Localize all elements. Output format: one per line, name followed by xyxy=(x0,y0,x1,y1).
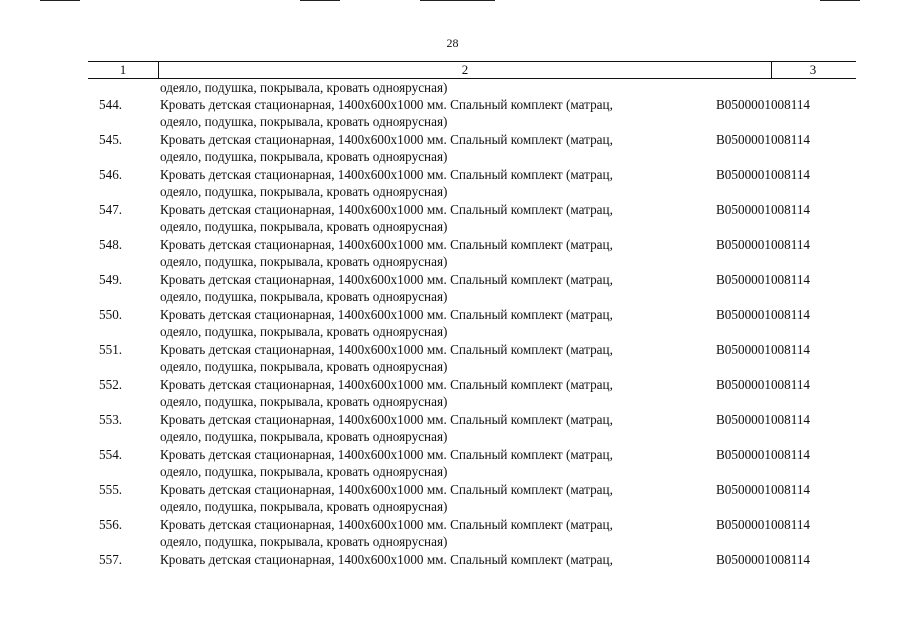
row-number: 552. xyxy=(99,377,123,392)
row-code: B0500001008114 xyxy=(716,167,811,182)
table-row xyxy=(88,551,856,586)
scan-edge-mark xyxy=(300,0,340,1)
row-number: 550. xyxy=(99,307,123,322)
continued-description: одеяло, подушка, покрывала, кровать одноярусная) xyxy=(160,80,448,95)
description-line-1: Кровать детская стационарная, 1400x600x1000 мм. Спальный комплект (матрац, xyxy=(160,447,613,462)
description-line-2: одеяло, подушка, покрывала, кровать одноярусная) xyxy=(160,464,448,479)
row-code: B0500001008114 xyxy=(716,517,811,532)
row-description xyxy=(160,481,700,515)
table-row xyxy=(88,341,856,376)
description-line-2: одеяло, подушка, покрывала, кровать одноярусная) xyxy=(160,184,448,199)
row-number: 546. xyxy=(99,167,123,182)
description-line-2: одеяло, подушка, покрывала, кровать одноярусная) xyxy=(160,499,448,514)
table-row xyxy=(88,166,856,201)
description-line-1: Кровать детская стационарная, 1400x600x1000 мм. Спальный комплект (матрац, xyxy=(160,202,613,217)
row-number: 549. xyxy=(99,272,123,287)
scan-edge-mark xyxy=(40,0,80,1)
description-line-2: одеяло, подушка, покрывала, кровать одноярусная) xyxy=(160,149,448,164)
row-code: B0500001008114 xyxy=(716,202,811,217)
table-row xyxy=(88,236,856,271)
row-description xyxy=(160,411,700,445)
row-description xyxy=(160,341,700,375)
table-row xyxy=(88,481,856,516)
row-description xyxy=(160,131,700,165)
description-line-2: одеяло, подушка, покрывала, кровать одноярусная) xyxy=(160,289,448,304)
row-number: 551. xyxy=(99,342,123,357)
header-col-3: 3 xyxy=(809,62,817,77)
description-line-1: Кровать детская стационарная, 1400x600x1000 мм. Спальный комплект (матрац, xyxy=(160,482,613,497)
header-col-2: 2 xyxy=(158,62,772,78)
row-description xyxy=(160,271,700,305)
row-code: B0500001008114 xyxy=(716,447,811,462)
description-line-2: одеяло, подушка, покрывала, кровать одноярусная) xyxy=(160,359,448,374)
row-number: 545. xyxy=(99,132,123,147)
header-col-1: 1 xyxy=(119,62,127,77)
description-line-1: Кровать детская стационарная, 1400x600x1000 мм. Спальный комплект (матрац, xyxy=(160,97,613,112)
description-line-1: Кровать детская стационарная, 1400x600x1000 мм. Спальный комплект (матрац, xyxy=(160,377,613,392)
row-code: B0500001008114 xyxy=(716,552,811,567)
row-code: B0500001008114 xyxy=(716,272,811,287)
row-number: 544. xyxy=(99,97,123,112)
row-number: 557. xyxy=(99,552,123,567)
table-header xyxy=(88,61,856,79)
description-line-1: Кровать детская стационарная, 1400x600x1000 мм. Спальный комплект (матрац, xyxy=(160,412,613,427)
row-code: B0500001008114 xyxy=(716,307,811,322)
table-row xyxy=(88,516,856,551)
row-code: B0500001008114 xyxy=(716,132,811,147)
scan-edge-mark xyxy=(420,0,495,1)
table-row xyxy=(88,96,856,131)
description-line-2: одеяло, подушка, покрывала, кровать одноярусная) xyxy=(160,114,448,129)
row-code: B0500001008114 xyxy=(716,482,811,497)
table-row xyxy=(88,411,856,446)
description-line-1: Кровать детская стационарная, 1400x600x1000 мм. Спальный комплект (матрац, xyxy=(160,237,613,252)
description-line-2: одеяло, подушка, покрывала, кровать одноярусная) xyxy=(160,219,448,234)
row-code: B0500001008114 xyxy=(716,97,811,112)
page-number: 28 xyxy=(446,36,459,50)
table-row xyxy=(88,271,856,306)
row-number: 555. xyxy=(99,482,123,497)
table-row xyxy=(88,446,856,481)
description-line-1: Кровать детская стационарная, 1400x600x1000 мм. Спальный комплект (матрац, xyxy=(160,132,613,147)
description-line-2: одеяло, подушка, покрывала, кровать одноярусная) xyxy=(160,394,448,409)
description-line-1: Кровать детская стационарная, 1400x600x1000 мм. Спальный комплект (матрац, xyxy=(160,272,613,287)
row-number: 548. xyxy=(99,237,123,252)
table-row xyxy=(88,306,856,341)
row-description xyxy=(160,236,700,270)
description-line-2: одеяло, подушка, покрывала, кровать одноярусная) xyxy=(160,534,448,549)
row-number: 556. xyxy=(99,517,123,532)
description-line-2: одеяло, подушка, покрывала, кровать одноярусная) xyxy=(160,429,448,444)
table-row xyxy=(88,376,856,411)
table-row xyxy=(88,131,856,166)
row-code: B0500001008114 xyxy=(716,237,811,252)
table-body xyxy=(88,96,856,586)
description-line-2: одеяло, подушка, покрывала, кровать одноярусная) xyxy=(160,254,448,269)
row-description xyxy=(160,376,700,410)
row-description xyxy=(160,516,700,550)
description-line-1: Кровать детская стационарная, 1400x600x1000 мм. Спальный комплект (матрац, xyxy=(160,307,613,322)
table-row xyxy=(88,201,856,236)
row-description xyxy=(160,551,700,568)
row-description xyxy=(160,201,700,235)
row-code: B0500001008114 xyxy=(716,377,811,392)
scan-edge-mark xyxy=(820,0,860,1)
row-number: 554. xyxy=(99,447,123,462)
description-line-1: Кровать детская стационарная, 1400x600x1000 мм. Спальный комплект (матрац, xyxy=(160,517,613,532)
description-line-1: Кровать детская стационарная, 1400x600x1000 мм. Спальный комплект (матрац, xyxy=(160,342,613,357)
row-description xyxy=(160,96,700,130)
items-table xyxy=(88,61,856,586)
description-line-1: Кровать детская стационарная, 1400x600x1000 мм. Спальный комплект (матрац, xyxy=(160,167,613,182)
row-code: B0500001008114 xyxy=(716,342,811,357)
row-code: B0500001008114 xyxy=(716,412,811,427)
row-description xyxy=(160,306,700,340)
row-number: 553. xyxy=(99,412,123,427)
description-line-2: одеяло, подушка, покрывала, кровать одноярусная) xyxy=(160,324,448,339)
description-line-1: Кровать детская стационарная, 1400x600x1000 мм. Спальный комплект (матрац, xyxy=(160,552,613,567)
row-description xyxy=(160,166,700,200)
row-description xyxy=(160,446,700,480)
row-number: 547. xyxy=(99,202,123,217)
